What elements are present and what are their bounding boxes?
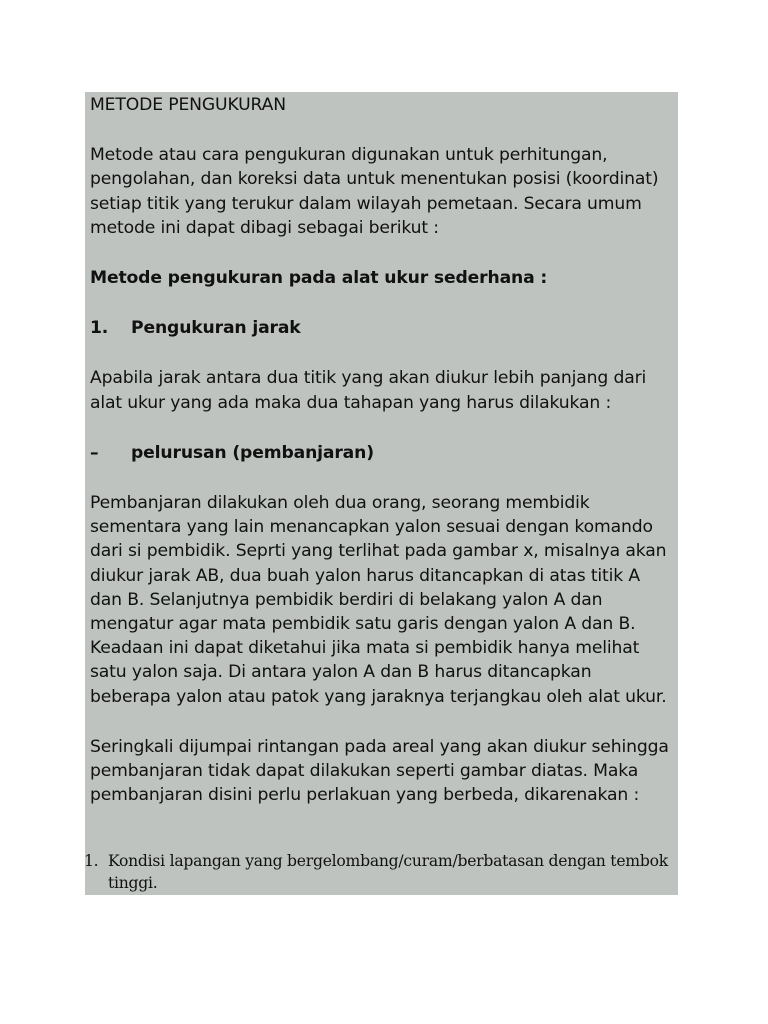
body-paragraph-1: Pembanjaran dilakukan oleh dua orang, seorang membidik sementara yang lain menancapkan yalon sesuai dengan komando dari si pembidik. Seprti yang terlihat pada gambar x, misalnya akan diukur jarak AB, dua buah yalon harus ditancapkan di atas titik A dan B. Selanjutnya pembidik berdiri di belakang yalon A dan mengatur agar mata pembidik satu garis dengan yalon A dan B. Keadaan ini dapat diketahui jika mata si pembidik hanya melihat satu yalon saja. Di antara yalon A dan B harus ditancapkan beberapa yalon atau patok yang jaraknya terjangkau oleh alat ukur. bbox=[90, 493, 667, 707]
subsection-number: 1. bbox=[90, 318, 109, 339]
spacer bbox=[90, 415, 676, 441]
spacer bbox=[90, 709, 676, 735]
intro-paragraph: Metode atau cara pengukuran digunakan untuk perhitungan, pengolahan, dan koreksi data untuk menentukan posisi (koordinat) setiap titik yang terukur dalam wilayah pemetaan. Secara umum metode ini dapat dibagi sebagai berikut : bbox=[90, 145, 659, 238]
document-title: METODE PENGUKURAN bbox=[90, 95, 286, 115]
list-item-text: Kondisi lapangan yang bergelombang/curam/berbatasan dengan tembok tinggi. bbox=[108, 852, 668, 892]
list-item bbox=[84, 850, 684, 894]
subsection-heading bbox=[90, 316, 676, 340]
spacer bbox=[90, 240, 676, 266]
step-heading bbox=[90, 441, 676, 465]
step-title: pelurusan (pembanjaran) bbox=[131, 442, 374, 463]
body-paragraph-2: Seringkali dijumpai rintangan pada areal yang akan diukur sehingga pembanjaran tidak dapat dilakukan seperti gambar diatas. Maka pembanjaran disini perlu perlakuan yang berbeda, dikarenakan : bbox=[90, 736, 669, 806]
document-content bbox=[90, 93, 676, 807]
subsection-intro-paragraph: Apabila jarak antara dua titik yang akan diukur lebih panjang dari alat ukur yang ada maka dua tahapan yang harus dilakukan : bbox=[90, 368, 647, 413]
list-item-marker: 1. bbox=[84, 852, 99, 870]
spacer bbox=[90, 465, 676, 491]
spacer bbox=[90, 340, 676, 366]
subsection-title: Pengukuran jarak bbox=[131, 318, 301, 339]
spacer bbox=[90, 290, 676, 316]
section-heading: Metode pengukuran pada alat ukur sederhana : bbox=[90, 268, 548, 289]
reasons-list bbox=[84, 850, 684, 894]
step-marker: – bbox=[90, 442, 99, 463]
spacer bbox=[90, 117, 676, 143]
